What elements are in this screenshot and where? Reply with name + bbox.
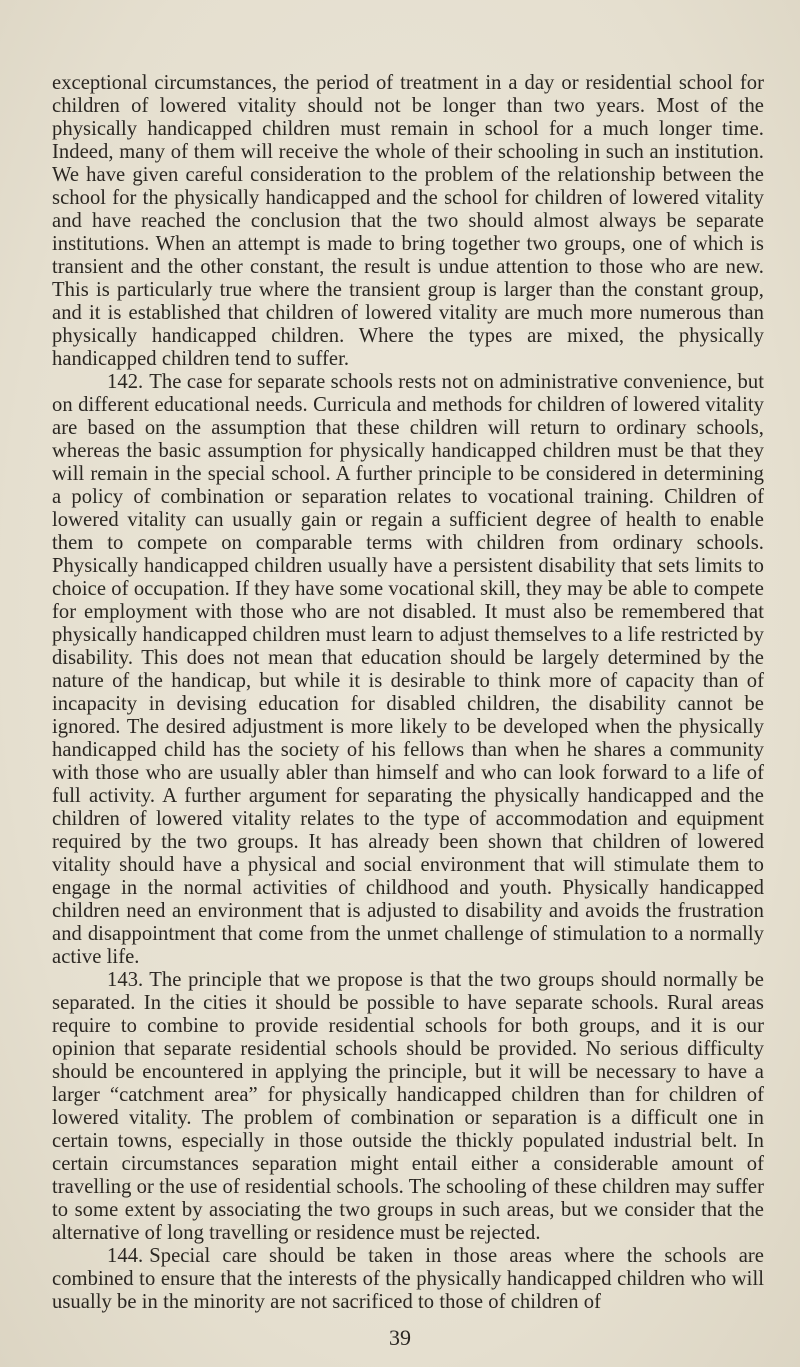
paragraph-text: The principle that we propose is that the two groups should normally be separated. In the cities it should be possible to have separate schools. Rural areas require to combine to provide residential schools for both groups, and it is our opinion that separate residential schools should be provided. No serious difficulty should be encountered in applying the principle, but it will be necessary to have a larger “catchment area” for physically handicapped children than for children of lowered vitality. The problem of combination or separation is a difficult one in certain towns, especially in those outside the thickly populated industrial belt. In certain circumstances separation might entail either a considerable amount of travelling or the use of residential schools. The schooling of these children may suffer to some extent by associating the two groups in such areas, but we consider that the alternative of long travelling or residence must be rejected. [52, 969, 764, 1244]
paragraph-142 [52, 371, 764, 969]
page-number: 39 [389, 1325, 411, 1350]
paragraph-text: The case for separate schools rests not on administrative convenience, but on different educational needs. Curricula and methods for children of lowered vitality are based on the assumption that these children will return to ordinary schools, whereas the basic assumption for physically handicapped children must be that they will remain in the special school. A further principle to be considered in determining a policy of combination or separation relates to vocational training. Children of lowered vitality can usually gain or regain a sufficient degree of health to enable them to compete on comparable terms with children from ordinary schools. Physically handicapped children usually have a persistent disability that sets limits to choice of occupation. If they have some vocational skill, they may be able to compete for employment with those who are not disabled. It must also be remembered that physically handicapped children must learn to adjust themselves to a life restricted by disability. This does not mean that education should be largely determined by the nature of the handicap, but while it is desirable to think more of capacity than of incapacity in devising education for disabled children, the disability cannot be ignored. The desired adjustment is more likely to be developed when the physically handicapped child has the society of his fellows than when he shares a community with those who are usually abler than himself and who can look forward to a life of full activity. A further argument for separating the physically handicapped and the children of lowered vitality relates to the type of accommodation and equipment required by the two groups. It has already been shown that children of lowered vitality should have a physical and social environment that will stimulate them to engage in the normal activities of childhood and youth. Physically handicapped children need an environment that is adjusted to disability and avoids the frustration and disappointment that come from the unmet challenge of stimulation to a normally active life. [52, 371, 764, 968]
paragraph-143 [52, 969, 764, 1245]
paragraph-text: exceptional circumstances, the period of treatment in a day or residential school for children of lowered vitality should not be longer than two years. Most of the physically handicapped children must remain in school for a much longer time. Indeed, many of them will receive the whole of their schooling in such an institution. We have given careful consideration to the problem of the relationship between the school for the physically handicapped and the school for children of lowered vitality and have reached the conclusion that the two should almost always be separate institutions. When an attempt is made to bring together two groups, one of which is transient and the other constant, the result is undue attention to those who are new. This is particularly true where the transient group is larger than the constant group, and it is established that children of lowered vitality are much more numerous than physically handicapped children. Where the types are mixed, the physically handicapped children tend to suffer. [52, 72, 764, 370]
paragraph-text: Special care should be taken in those areas where the schools are combined to ensure that the interests of the physically handicapped children who will usually be in the minority are not sacrificed to those of children of [52, 1245, 764, 1313]
paragraph-number: 144. [107, 1245, 144, 1267]
paragraph-number: 142. [107, 371, 144, 393]
body-text [52, 72, 764, 1314]
paragraph-continuation [52, 72, 764, 371]
paragraph-144 [52, 1245, 764, 1314]
paragraph-number: 143. [107, 969, 144, 991]
